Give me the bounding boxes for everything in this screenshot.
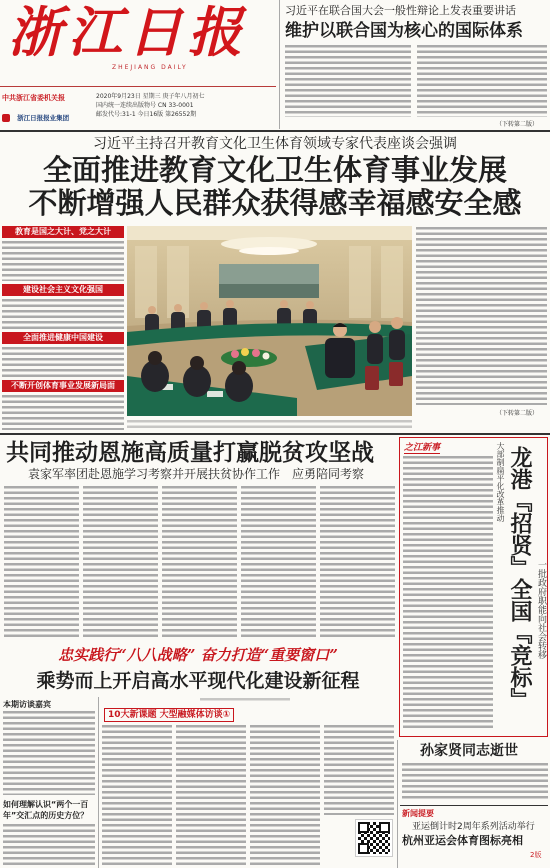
news-brief-label: 新闻提要 (402, 809, 434, 818)
guests-heading: 本期访谈嘉宾 (3, 700, 51, 709)
issue-number: 邮发代号:31-1 今日16版 第26552期 (96, 111, 197, 118)
right-column-divider (397, 740, 398, 868)
feature-headline: 龙港『招贤』全国『竞标』 (507, 446, 533, 710)
poverty-story-subhead: 袁家军率团赴恩施学习考察并开展扶贫协作工作 应勇陪同考察 (28, 467, 365, 481)
lead-story-headline-1: 全面推进教育文化卫生体育事业发展 (42, 153, 507, 187)
press-group-name: 浙江日报报业集团 (17, 114, 70, 122)
lead-section-banner-4: 不断开创体育事业发展新局面 (2, 380, 124, 392)
press-group-logo (2, 107, 70, 122)
guests-list (3, 711, 95, 795)
top-story-body-col-1 (285, 45, 411, 117)
lead-section-banner-3: 全面推进健康中国建设 (2, 332, 124, 344)
lead-section-body-1 (2, 241, 124, 281)
poverty-story-col-5 (320, 486, 395, 638)
feature-box-body (403, 456, 493, 728)
lead-section-banner-2: 建设社会主义文化强国 (2, 284, 124, 296)
obituary-headline: 孙家贤同志逝世 (420, 743, 518, 759)
poverty-story-col-3 (162, 486, 237, 638)
lead-story-kicker: 习近平主持召开教育文化卫生体育领域专家代表座谈会强调 (93, 136, 457, 152)
poverty-story-col-4 (241, 486, 316, 638)
lead-photo-caption (127, 420, 412, 430)
issue-info (96, 92, 205, 119)
obituary-body (402, 763, 548, 801)
feature-kicker: 大部制扁平化改革推动 (496, 442, 505, 522)
masthead-title: 浙江日报 (8, 0, 248, 64)
lead-story-body-right (416, 227, 547, 405)
section-rule-2 (0, 433, 550, 435)
series-body-col-1 (102, 725, 172, 868)
lead-photo-frame (127, 226, 412, 416)
poverty-story-col-2 (83, 486, 158, 638)
wall-painting (219, 264, 319, 298)
series-headline: 乘势而上开启高水平现代化建设新征程 (36, 670, 360, 692)
news-brief-line-1: 亚运倒计时2周年系列活动举行 (412, 822, 535, 832)
lead-story-headline-2: 不断增强人民群众获得感幸福感安全感 (28, 186, 522, 220)
series-left-divider (98, 697, 99, 868)
issue-date: 2020年9月23日 星期三 庚子年八月初七 (96, 93, 205, 100)
top-story-kicker: 习近平在联合国大会一般性辩论上发表重要讲话 (285, 4, 516, 17)
news-brief-line-2: 杭州亚运会体育图标亮相 (402, 834, 523, 847)
press-group-icon (2, 114, 10, 122)
lead-story-continued: （下转第二版） (496, 410, 539, 417)
series-byline (200, 698, 290, 703)
top-story-body-col-2 (417, 45, 547, 117)
briefs-rule (400, 805, 548, 806)
news-brief-page-ref: 2版 (530, 851, 542, 859)
party-organ-label: 中共浙江省委机关报 (2, 94, 65, 102)
lead-section-banner-1: 教育是国之大计、党之大计 (2, 226, 124, 238)
series-body-col-2 (176, 725, 246, 868)
top-story-continued: （下转第二版） (496, 121, 539, 128)
top-story-headline: 维护以联合国为核心的国际体系 (285, 21, 523, 41)
meeting-photo (127, 226, 412, 416)
masthead-divider (279, 0, 280, 129)
qr-corner-top-right (379, 822, 390, 833)
qr-corner-top-left (358, 822, 369, 833)
issue-cn-number: 国内统一连续出版物号 CN 33-0001 (96, 102, 194, 109)
lead-section-body-4 (2, 395, 124, 430)
poverty-story-headline: 共同推动恩施高质量打赢脱贫攻坚战 (6, 439, 374, 466)
series-question: 如何理解认识“两个一百年”交汇点的历史方位？ (3, 800, 89, 820)
section-rule-1 (0, 130, 550, 132)
series-banner: 忠实践行“八八战略” 奋力打造“重要窗口” (58, 646, 338, 664)
series-body-col-4 (324, 725, 394, 815)
series-label: 10大新课题 大型融媒体访谈① (104, 708, 234, 722)
lead-section-body-2 (2, 299, 124, 329)
masthead-rule (0, 86, 276, 87)
series-body-col-3 (250, 725, 320, 868)
qr-code (356, 820, 392, 856)
poverty-story-col-1 (4, 486, 79, 638)
qr-corner-bottom-left (358, 843, 369, 854)
feature-column-label: 之江新事 (404, 440, 440, 454)
feature-subline: 一批政府职能向社会转移 (536, 560, 546, 659)
series-question-body (3, 824, 95, 868)
masthead-subtitle: ZHEJIANG DAILY (112, 64, 188, 71)
lead-section-body-3 (2, 347, 124, 377)
